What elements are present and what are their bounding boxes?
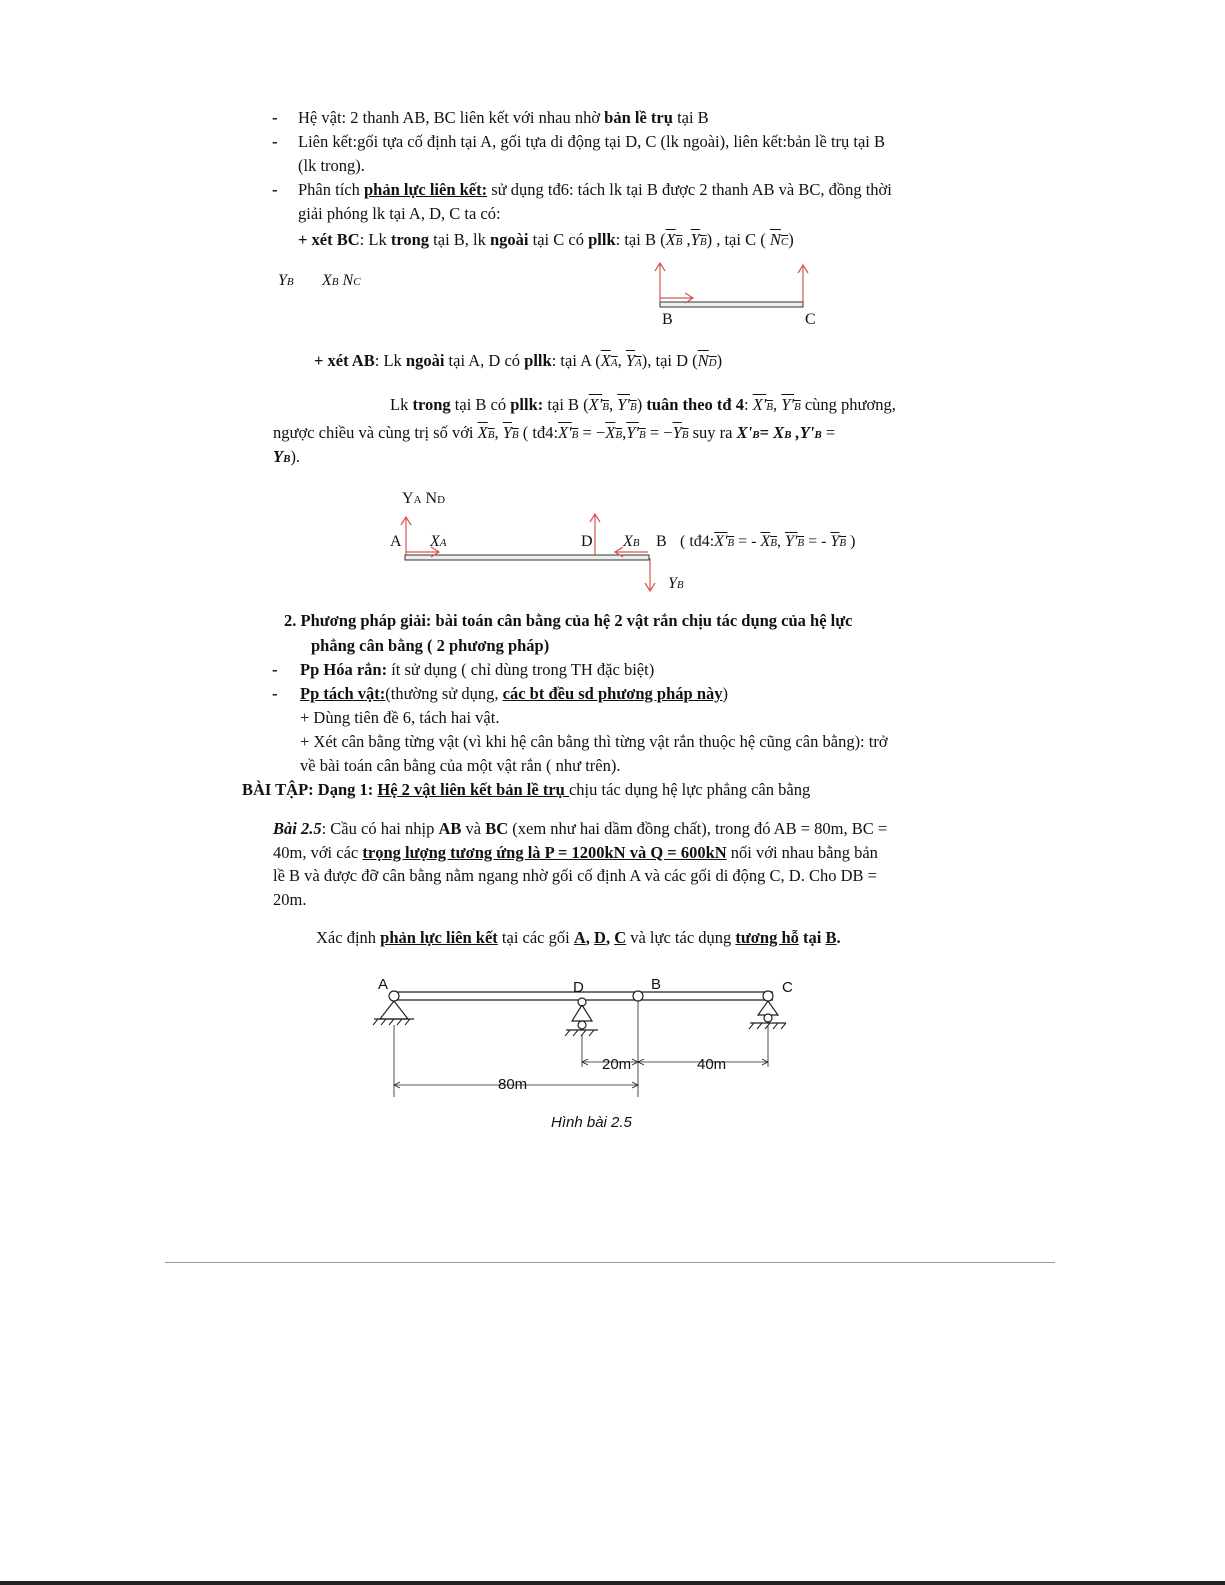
text: ngược chiều và cùng trị số với — [273, 423, 478, 442]
text-bold: AB — [438, 819, 462, 838]
line-phan-tich-cont: giải phóng lk tại A, D, C ta có: — [298, 204, 501, 223]
text-bold: tại — [798, 928, 826, 947]
text: X' — [752, 395, 767, 414]
text-bold-italic — [737, 423, 822, 442]
label-td4 — [680, 533, 855, 552]
beam-ab — [405, 555, 649, 560]
roller-d — [578, 1021, 586, 1029]
label-ya-nd — [402, 490, 445, 509]
line-yb-end — [273, 446, 300, 470]
text: ,Y' — [791, 423, 815, 442]
vector-xb — [478, 423, 495, 442]
text: ) — [636, 395, 647, 414]
line-he-vat — [298, 107, 709, 129]
label-yb-prime — [668, 575, 684, 594]
text: sử dụng tđ6: tách lk tại B được 2 thanh AB và BC, đồng thời — [487, 180, 892, 199]
beam-bc — [660, 302, 803, 307]
line-xet-bc — [298, 229, 794, 253]
vector-yb-prime — [617, 395, 636, 414]
text: N — [342, 272, 354, 289]
text: Y — [830, 533, 840, 550]
text-sub: B — [676, 579, 684, 591]
text: , — [617, 351, 626, 370]
vector-yb-prime — [785, 533, 804, 550]
text: ít sử dụng ( chỉ dùng trong TH đặc biệt) — [387, 660, 655, 679]
vector-nd — [698, 351, 717, 370]
text-bold: , — [605, 928, 615, 947]
text: = — [821, 423, 836, 442]
line-pp-hoa-ran — [300, 659, 654, 681]
text: ( tđ4: — [680, 533, 715, 550]
text: ). — [290, 447, 301, 466]
text-sub: A — [413, 494, 422, 506]
text-bold-underline: các bt đều sd phương pháp này — [502, 684, 723, 703]
text-sub: A — [439, 537, 447, 549]
text: (thường sử dụng, — [385, 684, 503, 703]
text-bold: + xét AB — [314, 351, 375, 370]
text: X — [665, 230, 676, 249]
vector-ya — [626, 351, 642, 370]
text: : tại B ( — [615, 230, 666, 249]
fig-label-a: A — [378, 976, 389, 993]
vector-yb — [691, 230, 707, 249]
text: Y — [402, 490, 414, 507]
hatch-d — [565, 1030, 594, 1036]
text-bold: bản lề trụ — [604, 108, 673, 127]
hinge-b — [633, 991, 643, 1001]
text-sub: B — [602, 401, 609, 413]
exercise-title — [242, 779, 810, 801]
text-bold-underline: D — [594, 928, 606, 947]
text-sub: B — [629, 401, 637, 413]
text: 40m, với các — [273, 843, 363, 862]
text: Xác định — [316, 928, 381, 947]
text: X — [600, 351, 611, 370]
text-sub: A — [610, 357, 618, 369]
text: X — [430, 533, 440, 550]
text-bold-underline: Hệ 2 vật liên kết bản lề trụ — [377, 780, 569, 799]
text-sub: B — [727, 537, 735, 549]
text-sub: B — [675, 236, 683, 248]
vector-xb — [666, 230, 683, 249]
vector-xb-prime — [753, 395, 773, 414]
text-sub: B — [511, 429, 519, 441]
text: , — [777, 533, 786, 550]
text: = − — [645, 423, 673, 442]
text-sub: B — [752, 429, 760, 441]
text: : tại A ( — [551, 351, 601, 370]
text: N — [697, 351, 709, 370]
text-sub: B — [797, 537, 805, 549]
text-bold: , — [585, 928, 595, 947]
text: tại A, D có — [444, 351, 525, 370]
text: nối với nhau bằng bản — [726, 843, 878, 862]
text: Y — [672, 423, 682, 442]
vector-yb — [673, 423, 689, 442]
support-c — [758, 1001, 778, 1015]
line-phan-tich — [298, 179, 892, 201]
text-sub: B — [839, 537, 847, 549]
vector-xb — [605, 423, 622, 442]
text-sub: B — [331, 276, 339, 288]
text-bold-underline: A — [573, 928, 586, 947]
text: cùng phương, — [800, 395, 896, 414]
label-yb — [278, 272, 294, 291]
exercise-line-1 — [273, 818, 887, 840]
bridge-diagram — [370, 985, 800, 1110]
text: , — [609, 395, 618, 414]
text: N — [769, 230, 781, 249]
vector-yb-prime — [781, 395, 800, 414]
text: Y — [273, 447, 284, 466]
text: Y — [502, 423, 512, 442]
fig-label-c: C — [782, 979, 793, 996]
text: X' — [588, 395, 603, 414]
fig-label-b: B — [651, 976, 662, 993]
hatch-a — [373, 1019, 410, 1025]
text-bold: tuân theo tđ 4 — [646, 395, 744, 414]
text-bold: pllk: — [510, 395, 544, 414]
text-sub: B — [632, 537, 640, 549]
text-sub: B — [784, 429, 792, 441]
heading-phuong-phap-cont: phẳng cân bằng ( 2 phương pháp) — [311, 636, 550, 655]
text-sub: A — [635, 357, 642, 369]
text-sub: B — [487, 429, 495, 441]
vector-xa — [601, 351, 618, 370]
text-bold-underline: phản lực liên kết — [380, 928, 498, 947]
text: ), tại D ( — [641, 351, 698, 370]
text-bold: ngoài — [490, 230, 529, 249]
bullet-dash: - — [272, 132, 278, 151]
text: tại B có — [450, 395, 511, 414]
text: : Cầu có hai nhịp — [321, 819, 439, 838]
text: Y' — [781, 395, 794, 414]
vector-yb — [503, 423, 519, 442]
text-bold: ngoài — [405, 351, 445, 370]
exercise-line-3: lề B và được đỡ cân bằng nằm ngang nhờ gối cố định A và các gối di động C, D. Cho DB = — [273, 866, 877, 885]
label-a: A — [390, 533, 402, 550]
text: Hệ vật: 2 thanh AB, BC liên kết với nhau nhờ — [298, 108, 605, 127]
line-xet-can-bang-cont: về bài toán cân bằng của một vật rắn ( như trên). — [300, 756, 621, 775]
beam-ab-diagram — [398, 512, 668, 592]
label-d: D — [581, 533, 593, 550]
text: Y' — [785, 533, 798, 550]
label-xb — [623, 533, 640, 552]
bullet-dash: - — [272, 180, 278, 199]
text-sub: D — [708, 357, 717, 369]
text-bold-underline: trọng lượng tương ứng là P = 1200kN và Q = 600kN — [362, 843, 727, 862]
figure-caption: Hình bài 2.5 — [551, 1114, 632, 1131]
text: Y — [668, 575, 677, 592]
text: Lk — [390, 395, 413, 414]
text: ) — [722, 684, 728, 703]
vector-xb — [761, 533, 778, 550]
text: ( tđ4: — [518, 423, 559, 442]
text-sub: C — [353, 276, 361, 288]
line-lien-ket: Liên kết:gối tựa cố định tại A, gối tựa di động tại D, C (lk ngoài), liên kết:bản lề trụ tại B — [298, 132, 886, 151]
hatch-c — [749, 1023, 786, 1029]
vector-yb — [830, 533, 846, 550]
footer-rule — [165, 1262, 1055, 1263]
text-bold-underline: Pp tách vật: — [300, 684, 386, 703]
text-bold: BC — [485, 819, 509, 838]
line-pp-tach-vat — [300, 683, 728, 705]
text: (xem như hai dầm đồng chất), trong đó AB = 80m, BC = — [508, 819, 888, 838]
text: ) , tại C ( — [706, 230, 770, 249]
roller-c — [764, 1014, 772, 1022]
text: tại các gối — [497, 928, 574, 947]
text: Y — [690, 230, 700, 249]
text: X — [322, 272, 332, 289]
text: X — [605, 423, 616, 442]
text-bold: . — [836, 928, 841, 947]
label-xb-nc — [322, 272, 361, 291]
text: X — [623, 533, 633, 550]
text-bold: pllk — [588, 230, 616, 249]
beam-bc-diagram — [640, 258, 820, 318]
text: X' — [558, 423, 572, 442]
text: Y' — [617, 395, 630, 414]
label-b: B — [656, 533, 667, 550]
label-xa — [430, 533, 447, 552]
text-bold: trong — [412, 395, 451, 414]
exercise-question — [316, 927, 841, 949]
text-sub: D — [437, 494, 446, 506]
line-lk-trong — [390, 394, 896, 418]
text-sub: B — [571, 429, 579, 441]
heading-phuong-phap: 2. Phương pháp giải: bài toán cân bằng của hệ 2 vật rắn chịu tác dụng của hệ lực — [284, 611, 853, 630]
line-tien-de: + Dùng tiên đề 6, tách hai vật. — [300, 708, 500, 727]
text: , — [622, 423, 627, 442]
vector-xb-prime — [589, 395, 609, 414]
text: ) — [788, 230, 794, 249]
text: = - — [804, 533, 831, 550]
vector-yb-prime — [626, 423, 645, 442]
line-lien-ket-cont: (lk trong). — [298, 156, 365, 175]
text: X — [760, 533, 771, 550]
text: ) — [716, 351, 723, 370]
text-sub: B — [794, 401, 801, 413]
text-sub: B — [766, 401, 774, 413]
text-sub: C — [780, 236, 789, 248]
pin-d — [578, 998, 586, 1006]
exercise-line-4: 20m. — [273, 890, 307, 909]
text-bold-italic: Bài 2.5 — [273, 819, 322, 838]
bullet-dash: - — [272, 684, 278, 703]
text: suy ra — [688, 423, 737, 442]
text-sub: B — [286, 276, 294, 288]
text-bold-italic — [273, 447, 290, 466]
text: , — [494, 423, 503, 442]
vector-nc — [770, 230, 788, 249]
text-bold-underline: C — [614, 928, 627, 947]
text: Phân tích — [298, 180, 364, 199]
text-sub: B — [283, 453, 291, 465]
text: Y — [625, 351, 636, 370]
line-nguoc-chieu — [273, 422, 835, 446]
fig-dim-80m: 80m — [498, 1076, 528, 1093]
exercise-line-2 — [273, 842, 878, 864]
text: = - — [734, 533, 761, 550]
text: X — [477, 423, 488, 442]
support-a — [380, 1001, 408, 1019]
text-bold: pllk — [524, 351, 552, 370]
vector-xb-prime — [558, 423, 578, 442]
line-xet-ab — [314, 350, 722, 374]
text: X' — [714, 533, 728, 550]
line-xet-can-bang: + Xét cân bằng từng vật (vì khi hệ cân bằng thì từng vật rắn thuộc hệ cũng cân bằng): trở — [300, 732, 888, 751]
text: X' — [736, 423, 753, 442]
fig-label-d: D — [573, 979, 584, 996]
text: tại B — [672, 108, 709, 127]
text-bold: BÀI TẬP: Dạng 1: — [242, 780, 378, 799]
bullet-dash: - — [272, 108, 278, 127]
text-sub: B — [770, 537, 778, 549]
text: ) — [846, 533, 856, 550]
vector-xb-prime — [714, 533, 734, 550]
text: và — [461, 819, 486, 838]
text: tại B ( — [543, 395, 589, 414]
text: N — [421, 490, 438, 507]
text: = − — [578, 423, 606, 442]
text-bold-underline: phản lực liên kết: — [364, 180, 488, 199]
text: tại C có — [528, 230, 589, 249]
bullet-dash: - — [272, 660, 278, 679]
text-sub: B — [699, 236, 707, 248]
text: Y' — [626, 423, 639, 442]
text: : — [743, 395, 753, 414]
text-bold: trong — [390, 230, 430, 249]
text-bold-underline: tương hỗ — [735, 928, 799, 947]
label-b: B — [662, 311, 673, 328]
label-c: C — [805, 311, 816, 328]
text-bold: + xét BC — [298, 230, 360, 249]
text: Y — [278, 272, 287, 289]
pin-c — [763, 991, 773, 1001]
support-d — [572, 1005, 592, 1021]
text: tại B, lk — [429, 230, 490, 249]
bottom-bar — [0, 1581, 1225, 1585]
text: và lực tác dụng — [626, 928, 736, 947]
text-sub: B — [615, 429, 623, 441]
text: chịu tác dụng hệ lực phẳng cân bằng — [568, 780, 811, 799]
text: , — [682, 230, 691, 249]
text: : Lk — [359, 230, 391, 249]
text-bold: Pp Hóa rắn: — [300, 660, 388, 679]
text: : Lk — [374, 351, 406, 370]
text: = X — [759, 423, 785, 442]
text: , — [773, 395, 782, 414]
pin-a — [389, 991, 399, 1001]
text-sub: B — [638, 429, 646, 441]
text-bold-underline: B — [825, 928, 837, 947]
fig-dim-40m: 40m — [697, 1056, 727, 1073]
fig-dim-20m: 20m — [602, 1056, 632, 1073]
text-sub: B — [681, 429, 689, 441]
text-sub: B — [814, 429, 822, 441]
